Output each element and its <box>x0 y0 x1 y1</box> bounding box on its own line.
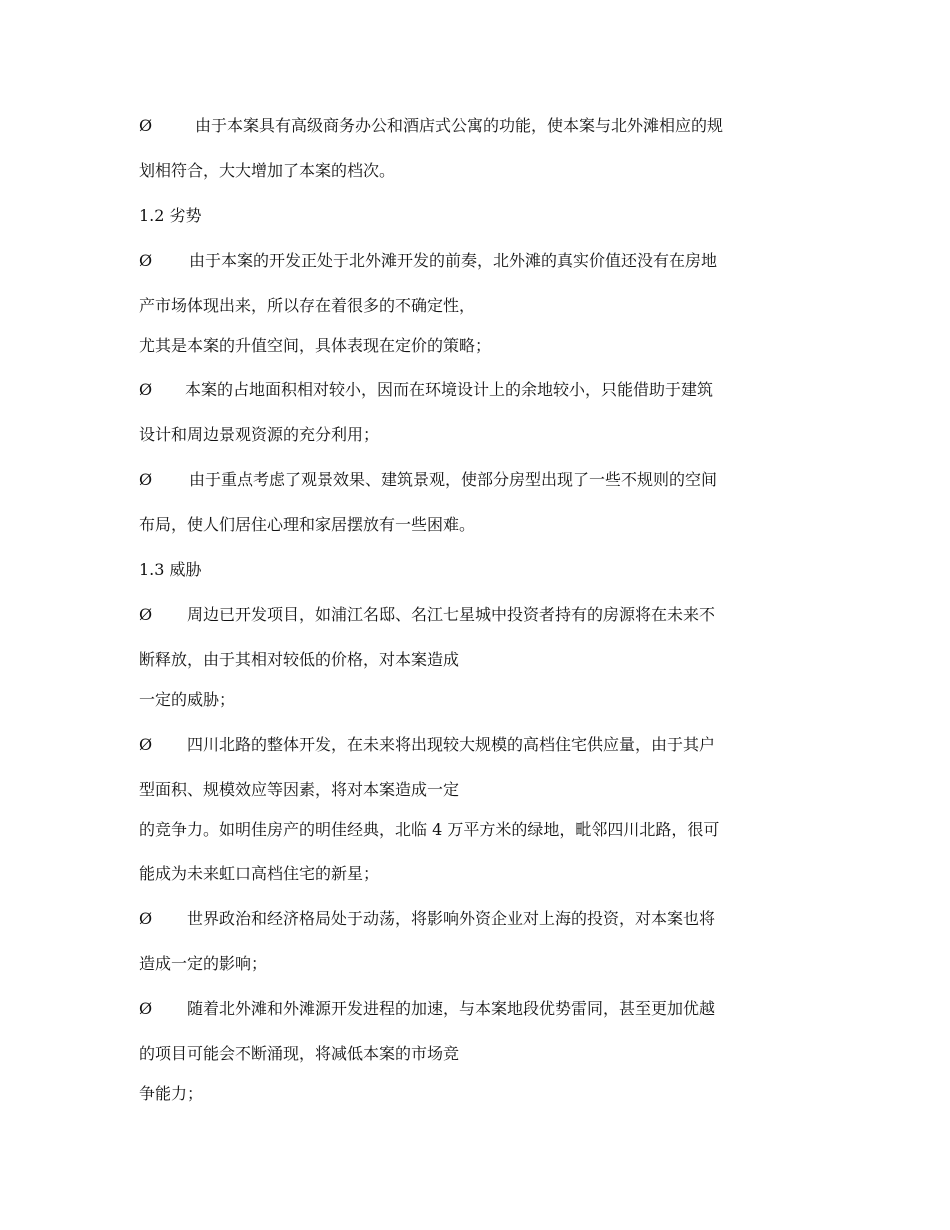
bullet-icon: Ø <box>139 605 153 624</box>
paragraph-text: 尤其是本案的升值空间，具体表现在定价的策略； <box>139 336 492 355</box>
paragraph-text: 争能力； <box>139 1084 204 1103</box>
paragraph-line <box>139 820 819 840</box>
paragraph-text: 的竞争力。如明佳房产的明佳经典，北临 4 万平方米的绿地，毗邻四川北路，很可 <box>139 820 720 839</box>
paragraph-text: 由于本案的开发正处于北外滩开发的前奏，北外滩的真实价值还没有在房地 <box>189 251 718 270</box>
paragraph-text: 随着北外滩和外滩源开发进程的加速，与本案地段优势雷同，甚至更加优越 <box>187 999 716 1018</box>
paragraph-line <box>139 954 819 974</box>
bullet-icon: Ø <box>139 470 153 489</box>
paragraph-text: 由于本案具有高级商务办公和酒店式公寓的功能，使本案与北外滩相应的规 <box>195 116 724 135</box>
paragraph-line <box>139 690 819 710</box>
paragraph-line <box>139 780 819 800</box>
paragraph-line <box>139 864 819 884</box>
section-heading: 1.3 威胁 <box>139 560 202 579</box>
paragraph-line <box>139 425 819 445</box>
paragraph-text: 一定的威胁； <box>139 690 236 709</box>
paragraph-line <box>139 116 819 136</box>
paragraph-text: 由于重点考虑了观景效果、建筑景观，使部分房型出现了一些不规则的空间 <box>189 470 718 489</box>
paragraph-text: 造成一定的影响； <box>139 954 268 973</box>
bullet-icon: Ø <box>139 116 153 135</box>
paragraph-text: 断释放，由于其相对较低的价格，对本案造成 <box>139 650 460 669</box>
bullet-icon: Ø <box>139 251 153 270</box>
paragraph-line <box>139 515 819 535</box>
bullet-icon: Ø <box>139 735 153 754</box>
paragraph-text: 划相符合，大大增加了本案的档次。 <box>139 161 396 180</box>
paragraph-line <box>139 909 819 929</box>
paragraph-text: 设计和周边景观资源的充分利用； <box>139 425 380 444</box>
paragraph-line <box>139 999 819 1019</box>
paragraph-line <box>139 161 819 181</box>
paragraph-text: 布局，使人们居住心理和家居摆放有一些困难。 <box>139 515 476 534</box>
bullet-icon: Ø <box>139 380 153 399</box>
paragraph-text: 周边已开发项目，如浦江名邸、名江七星城中投资者持有的房源将在未来不 <box>187 605 716 624</box>
paragraph-text: 的项目可能会不断涌现，将减低本案的市场竞 <box>139 1044 460 1063</box>
paragraph-line <box>139 1084 819 1104</box>
paragraph-line <box>139 735 819 755</box>
paragraph-line <box>139 470 819 490</box>
section-heading: 1.2 劣势 <box>139 206 202 225</box>
paragraph-line <box>139 296 819 316</box>
bullet-icon: Ø <box>139 999 153 1018</box>
paragraph-line <box>139 650 819 670</box>
paragraph-text: 四川北路的整体开发，在未来将出现较大规模的高档住宅供应量，由于其户 <box>187 735 716 754</box>
paragraph-text: 产市场体现出来，所以存在着很多的不确定性， <box>139 296 476 315</box>
paragraph-text: 能成为未来虹口高档住宅的新星； <box>139 864 380 883</box>
paragraph-line <box>139 380 819 400</box>
bullet-icon: Ø <box>139 909 153 928</box>
paragraph-line <box>139 1044 819 1064</box>
paragraph-text: 型面积、规模效应等因素，将对本案造成一定 <box>139 780 460 799</box>
paragraph-text: 世界政治和经济格局处于动荡，将影响外资企业对上海的投资，对本案也将 <box>187 909 716 928</box>
paragraph-line <box>139 336 819 356</box>
paragraph-text: 本案的占地面积相对较小，因而在环境设计上的余地较小，只能借助于建筑 <box>185 380 714 399</box>
paragraph-line <box>139 251 819 271</box>
paragraph-line <box>139 605 819 625</box>
